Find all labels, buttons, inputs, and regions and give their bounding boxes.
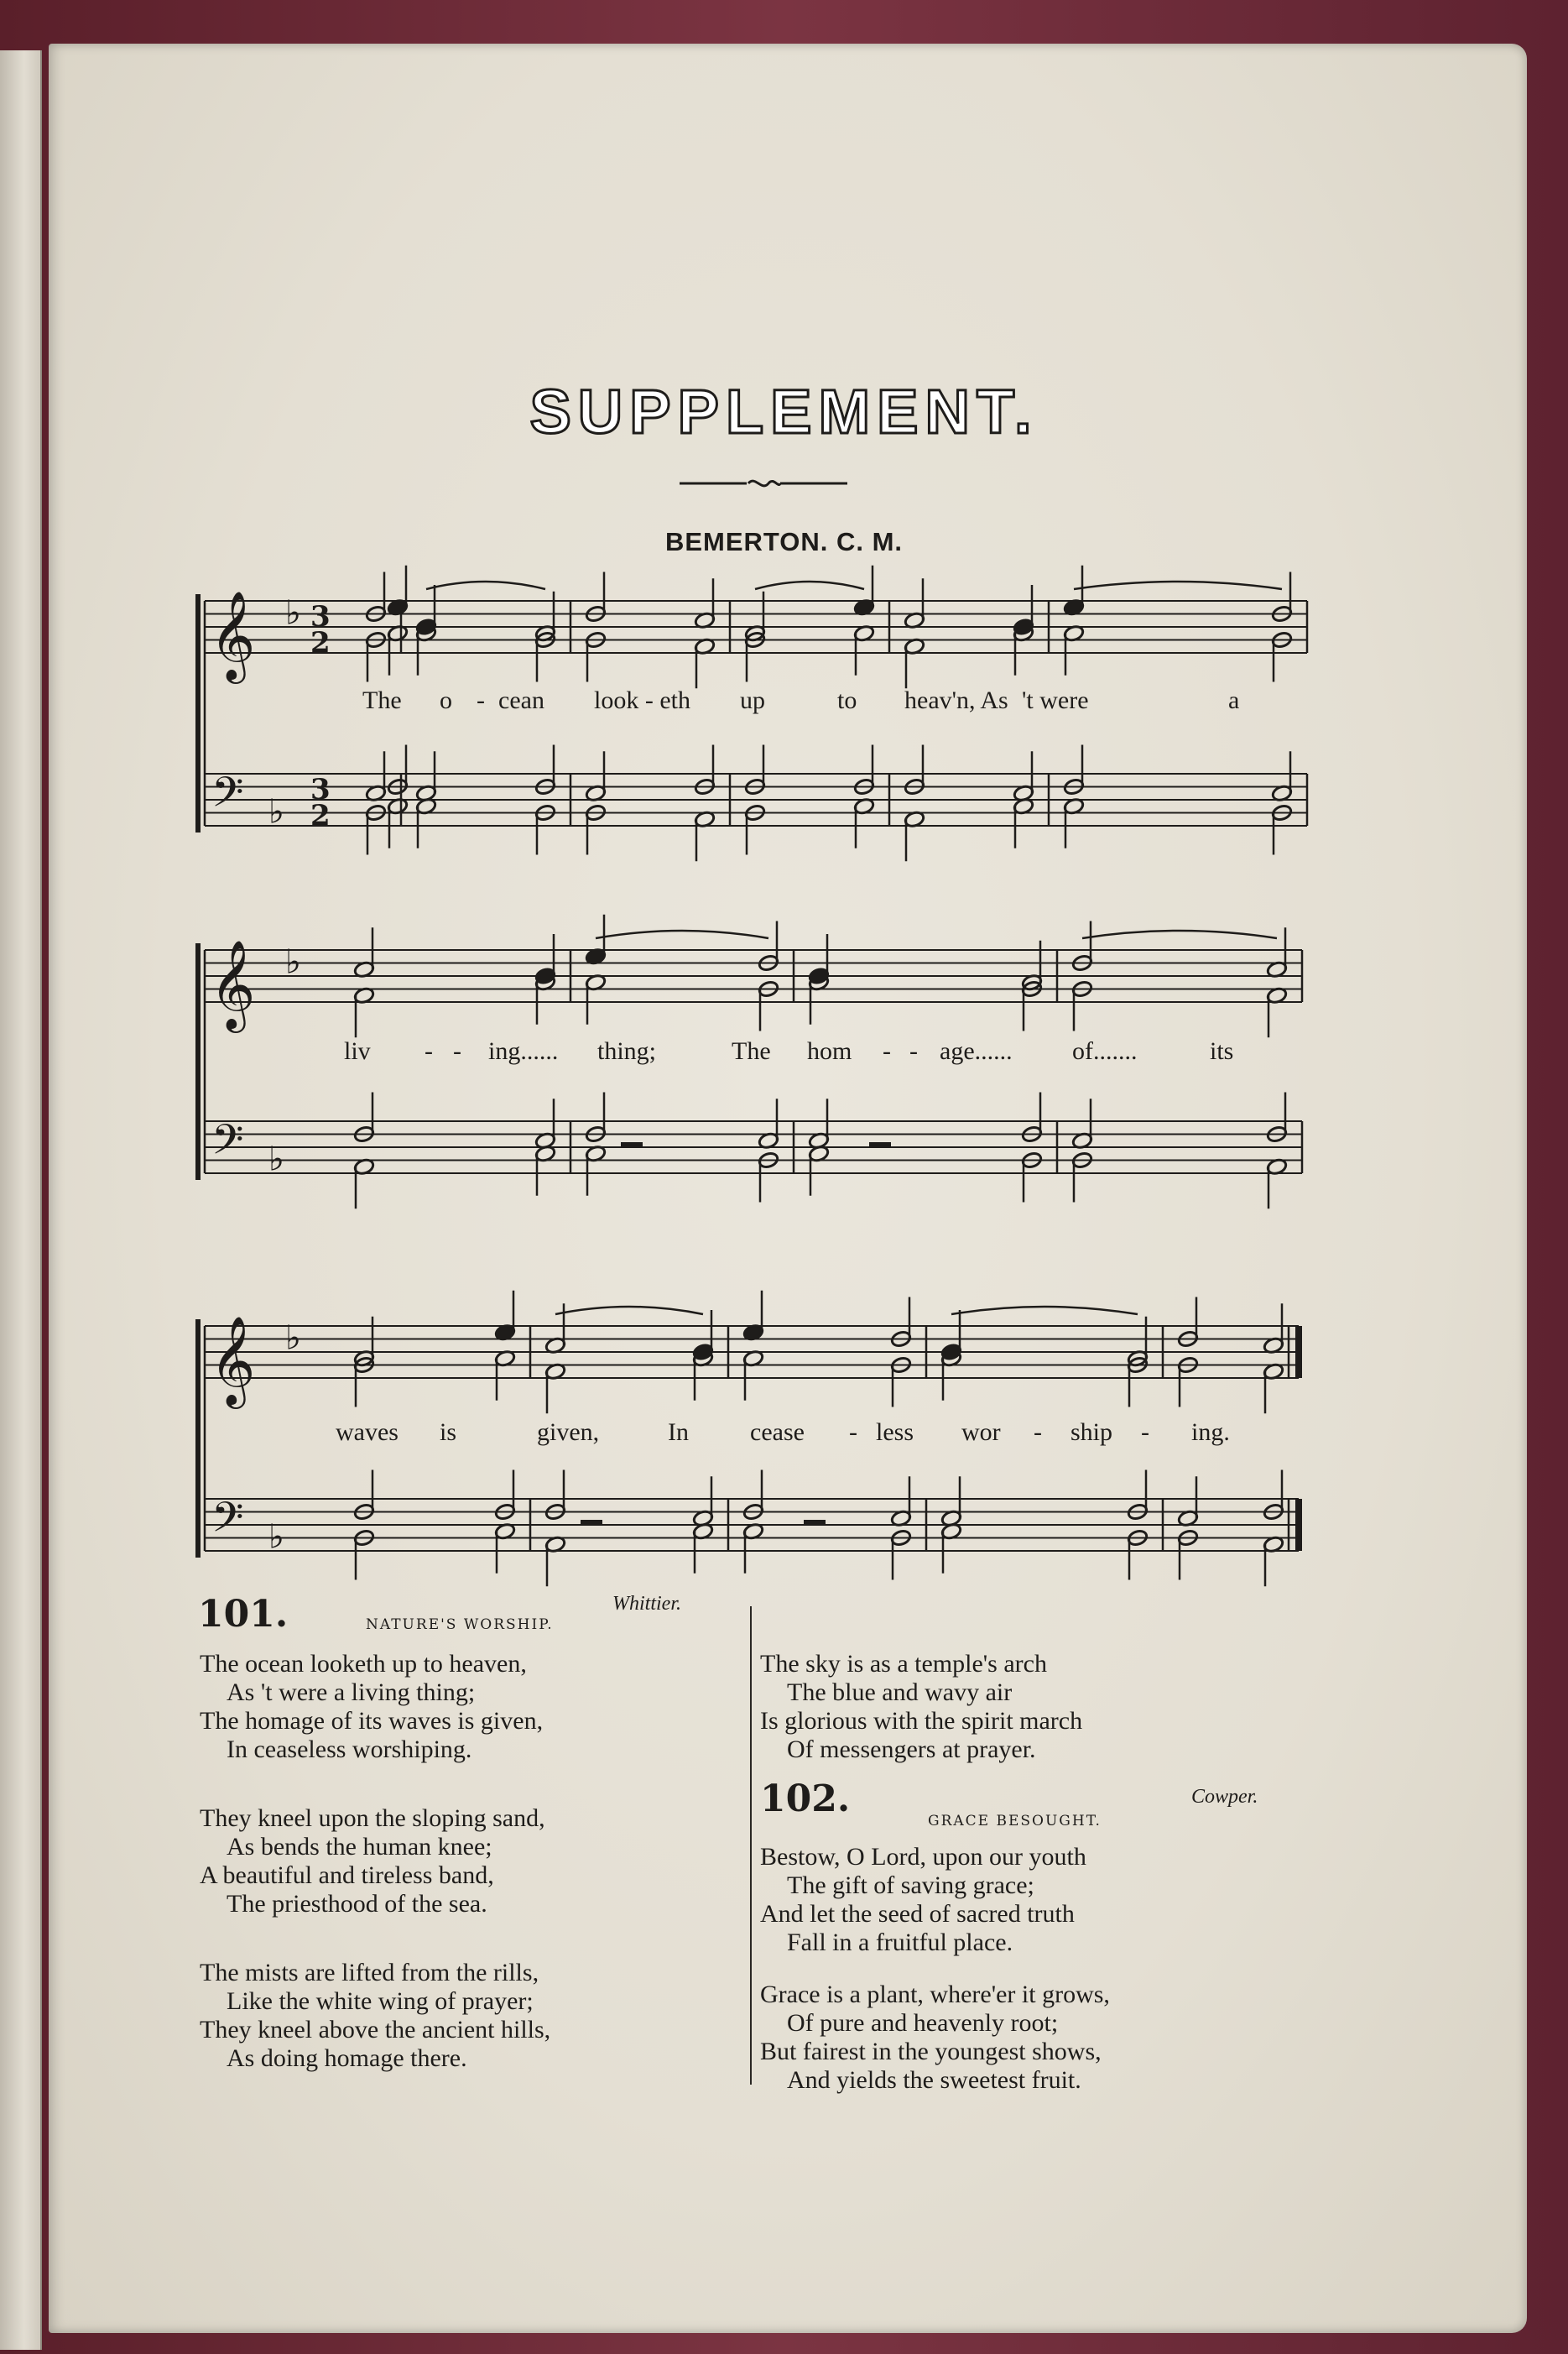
time-signature-bottom: 2 xyxy=(310,799,331,833)
lyric-syllable: a xyxy=(1228,686,1240,714)
lyric-syllable: 't were xyxy=(1022,686,1089,714)
verse-line: Like the white wing of prayer; xyxy=(227,1987,534,2015)
slur xyxy=(596,931,768,938)
flat-sign: ♭ xyxy=(268,1517,284,1557)
page-heading: SUPPLEMENT. xyxy=(529,377,1039,446)
bass-clef: 𝄢 xyxy=(211,768,244,827)
verse-line: But fairest in the youngest shows, xyxy=(760,2038,1102,2065)
verse-line: And let the seed of sacred truth xyxy=(760,1900,1075,1928)
hymn-number: 101. xyxy=(198,1593,289,1636)
verse-line: Fall in a fruitful place. xyxy=(787,1929,1013,1956)
flat-sign: ♭ xyxy=(285,942,301,982)
column-divider xyxy=(750,1606,752,2085)
verse-line: They kneel above the ancient hills, xyxy=(200,2016,551,2043)
verse-line: Of messengers at prayer. xyxy=(787,1735,1036,1763)
lyric-syllable: o xyxy=(440,686,452,714)
slur xyxy=(1082,931,1277,938)
verse-line: Of pure and heavenly root; xyxy=(787,2009,1059,2037)
lyric-syllable: ing. xyxy=(1191,1418,1230,1446)
verse-line: And yields the sweetest fruit. xyxy=(787,2066,1081,2094)
lyric-syllable: - xyxy=(909,1037,918,1065)
verse-line: The ocean looketh up to heaven, xyxy=(200,1650,527,1678)
lyric-syllable: look - eth xyxy=(594,686,690,714)
hymn-title: NATURE'S WORSHIP. xyxy=(366,1616,554,1633)
slur xyxy=(426,582,545,589)
lyric-syllable: liv xyxy=(344,1037,371,1065)
treble-clef: 𝄞 xyxy=(210,939,256,1029)
slur xyxy=(755,582,864,589)
flat-sign: ♭ xyxy=(285,1318,301,1358)
time-signature-top: 3 xyxy=(310,600,331,634)
verse-line: Grace is a plant, where'er it grows, xyxy=(760,1981,1110,2008)
lyric-syllable: ing...... xyxy=(488,1037,559,1065)
verse-line: In ceaseless worshiping. xyxy=(227,1735,472,1763)
lyric-syllable: ship xyxy=(1071,1418,1113,1446)
lyric-syllable: - xyxy=(425,1037,433,1065)
lyric-syllable: The xyxy=(362,686,402,714)
lyric-syllable: The xyxy=(732,1037,771,1065)
verse-line: They kneel upon the sloping sand, xyxy=(200,1804,545,1832)
verse-line: As bends the human knee; xyxy=(227,1833,492,1861)
bass-clef: 𝄢 xyxy=(211,1493,244,1553)
flat-sign: ♭ xyxy=(285,593,301,633)
lyric-syllable: age...... xyxy=(940,1037,1013,1065)
slur xyxy=(555,1307,703,1314)
lyric-syllable: is xyxy=(440,1418,457,1446)
verse-line: The priesthood of the sea. xyxy=(227,1890,487,1918)
slur xyxy=(1074,582,1282,589)
lyric-syllable: - xyxy=(1141,1418,1149,1446)
lyric-syllable: waves xyxy=(336,1418,399,1446)
verse-line: The sky is as a temple's arch xyxy=(760,1650,1047,1678)
lyric-syllable: - xyxy=(477,686,485,714)
half-rest xyxy=(804,1520,826,1526)
flat-sign: ♭ xyxy=(268,1140,284,1179)
half-rest xyxy=(621,1142,643,1148)
half-rest xyxy=(869,1142,891,1148)
flat-sign: ♭ xyxy=(268,792,284,832)
stanza xyxy=(760,1981,1110,2095)
lyric-syllable: its xyxy=(1210,1037,1234,1065)
hymn-number: 102. xyxy=(760,1777,851,1820)
lyric-syllable: hom xyxy=(807,1037,852,1065)
lyric-syllable: cease xyxy=(750,1418,805,1446)
lyric-syllable: up xyxy=(740,686,765,714)
lyric-syllable: cean xyxy=(498,686,544,714)
verse-line: Is glorious with the spirit march xyxy=(760,1707,1083,1735)
verse-line: The homage of its waves is given, xyxy=(200,1707,544,1735)
stanza xyxy=(200,1650,543,1764)
time-signature-bottom: 2 xyxy=(310,626,331,660)
hymn-author: Whittier. xyxy=(612,1593,681,1615)
half-rest xyxy=(581,1520,602,1526)
verse-line: As 't were a living thing; xyxy=(227,1678,476,1706)
lyric-syllable: wor xyxy=(961,1418,1001,1446)
verse-line: Bestow, O Lord, upon our youth xyxy=(760,1843,1086,1871)
stanza xyxy=(760,1650,1082,1764)
bass-clef: 𝄢 xyxy=(211,1115,244,1175)
lyric-syllable: less xyxy=(876,1418,914,1446)
lyric-syllable: - xyxy=(883,1037,891,1065)
treble-clef: 𝄞 xyxy=(210,590,256,680)
verse-line: The mists are lifted from the rills, xyxy=(200,1959,539,1986)
verse-line: The gift of saving grace; xyxy=(787,1871,1034,1899)
stanza xyxy=(200,1959,550,2073)
slur xyxy=(951,1307,1138,1314)
lyric-syllable: to xyxy=(837,686,857,714)
lyric-syllable: heav'n, As xyxy=(904,686,1008,714)
time-signature-top: 3 xyxy=(310,773,331,806)
treble-clef: 𝄞 xyxy=(210,1315,256,1405)
lyric-syllable: of....... xyxy=(1072,1037,1138,1065)
verse-line: As doing homage there. xyxy=(227,2044,467,2072)
lyric-syllable: - xyxy=(453,1037,461,1065)
lyric-syllable: In xyxy=(668,1418,689,1446)
verse-line: A beautiful and tireless band, xyxy=(200,1861,494,1889)
verse-line: The blue and wavy air xyxy=(787,1678,1013,1706)
lyric-syllable: thing; xyxy=(597,1037,657,1065)
lyric-syllable: given, xyxy=(537,1418,600,1446)
hymn-title: GRACE BESOUGHT. xyxy=(928,1813,1102,1829)
lyric-syllable: - xyxy=(849,1418,857,1446)
stanza xyxy=(200,1804,545,1918)
stanza xyxy=(760,1843,1086,1957)
hymn-author: Cowper. xyxy=(1191,1786,1258,1808)
tune-title: BEMERTON. C. M. xyxy=(664,527,904,556)
lyric-syllable: - xyxy=(1034,1418,1042,1446)
